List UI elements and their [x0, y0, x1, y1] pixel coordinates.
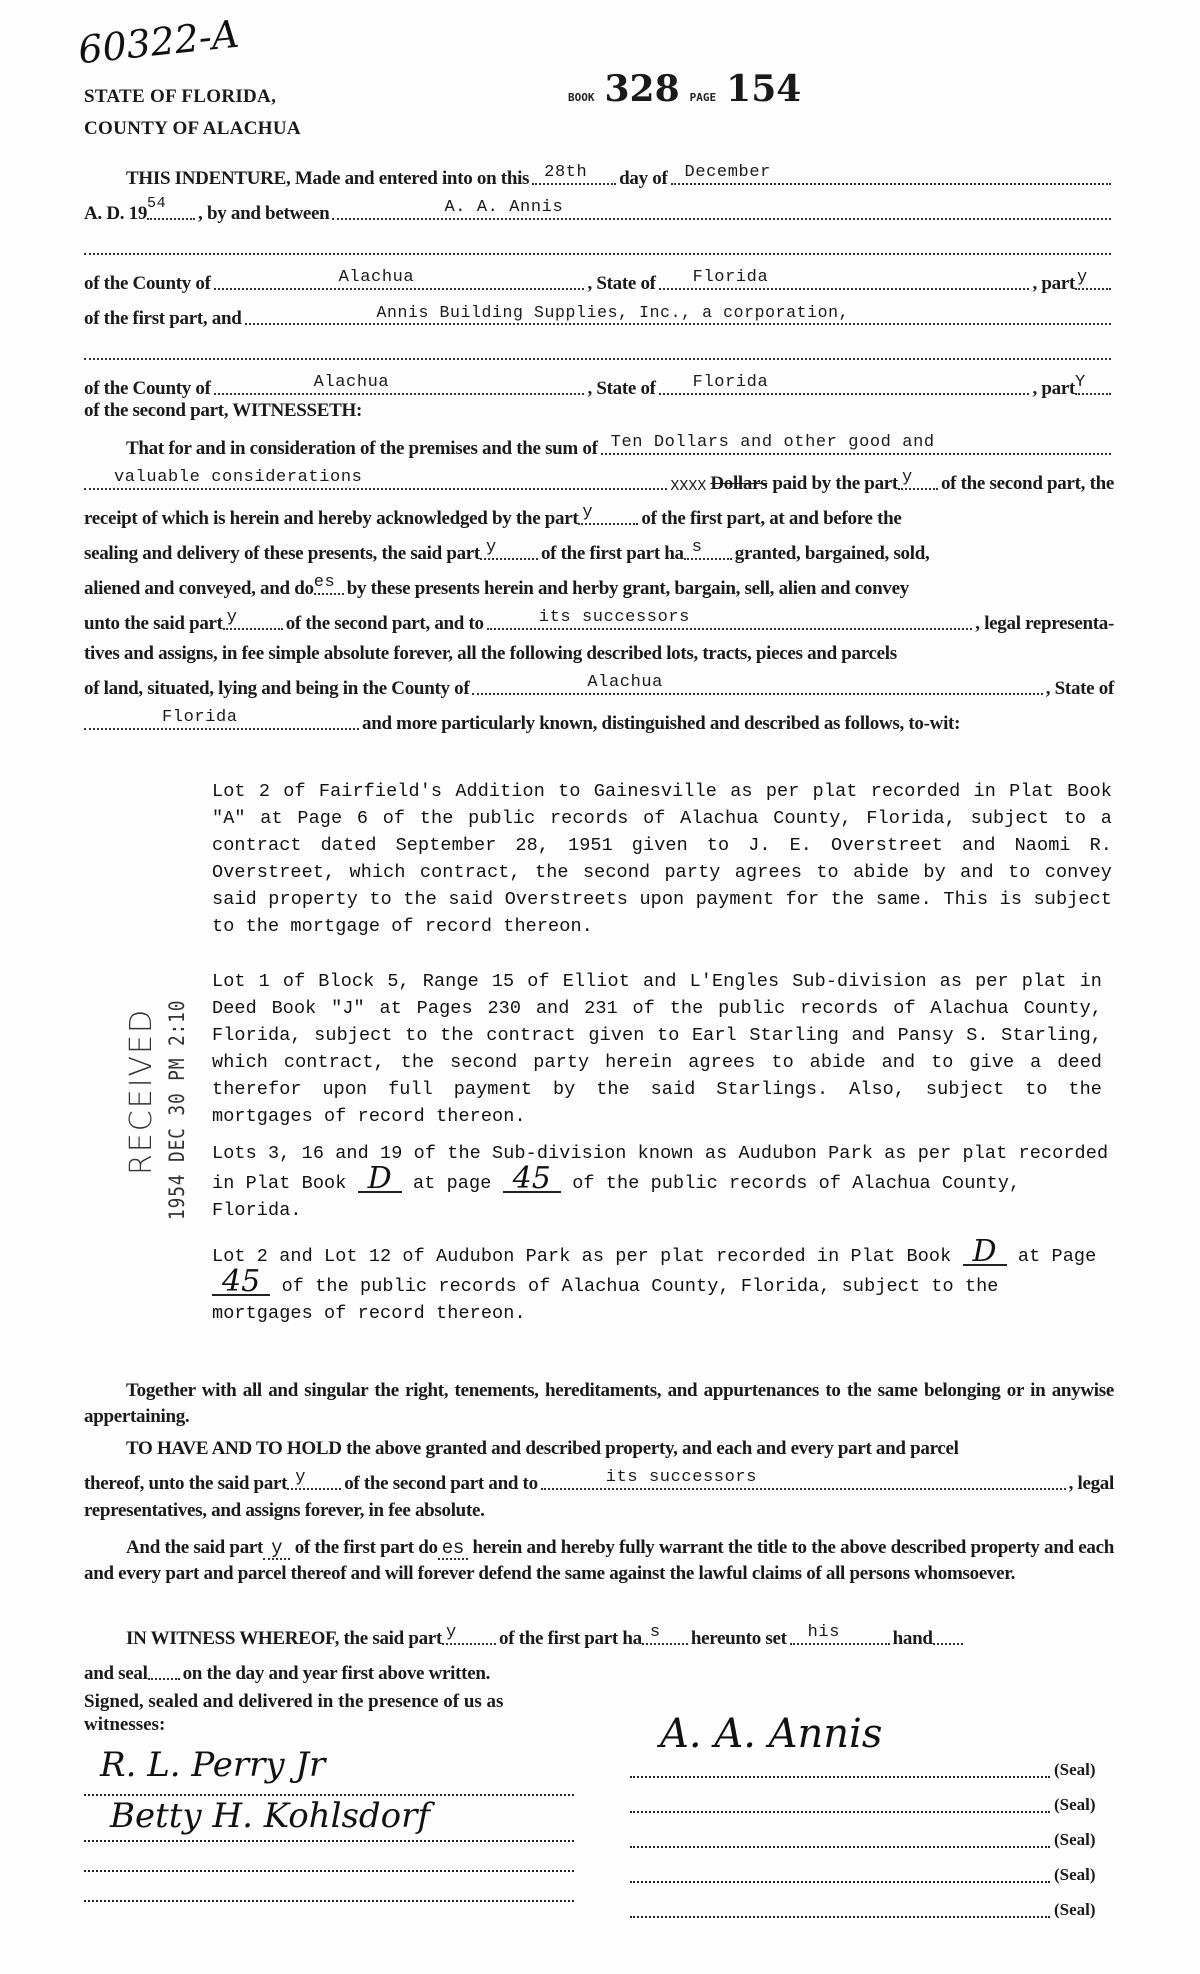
party-field-y2[interactable]	[578, 503, 638, 525]
aliened-text: aliened and conveyed, and do	[84, 578, 314, 599]
habendum-line-2	[84, 1465, 1114, 1495]
legal-description-3	[212, 1140, 1112, 1224]
received-stamp-datetime: 1954 DEC 30 PM 2:10	[165, 999, 189, 1220]
party-suffix-2: Y	[1075, 373, 1086, 392]
page-label: PAGE	[689, 91, 717, 104]
sum-field-1[interactable]	[601, 433, 1111, 455]
legal-description-2	[212, 968, 1132, 1130]
consideration-line-8	[84, 670, 1114, 700]
granted-text: granted, bargained, sold,	[734, 543, 930, 564]
presents-text: by these presents herein and herby grant, bargain, sell, alien and convey	[346, 578, 909, 599]
does-suffix-2: es	[441, 1537, 464, 1559]
grantee-value: Annis Building Supplies, Inc., a corporation,	[376, 303, 850, 322]
party-field-y3[interactable]	[480, 538, 538, 560]
county-value-3: Alachua	[587, 673, 663, 692]
grantor-signature-line[interactable]	[630, 1916, 1050, 1918]
first-state-value: Florida	[692, 268, 769, 287]
together-clause: Together with all and singular the right, tenements, hereditaments, and appurtenances to the same belonging or in anywise appertaining.	[84, 1380, 1114, 1427]
to-wit-text: and more particularly known, distinguished and described as follows, to-wit:	[362, 713, 961, 734]
parcel-4-text-b: at Page	[1017, 1246, 1097, 1267]
party-suffix-y7: y	[446, 1623, 457, 1642]
seal-label: (Seal)	[1054, 1760, 1096, 1779]
witness-2-signature: Betty H. Kohlsdorf	[110, 1796, 430, 1836]
warranty-clause	[84, 1535, 1114, 1587]
unto-text: unto the said part	[84, 613, 223, 634]
consideration-line-1	[84, 430, 1114, 460]
state-of-label-3: , State of	[1045, 678, 1114, 699]
warranty-text-b: of the first part do	[294, 1537, 438, 1558]
between-label: , by and between	[198, 203, 330, 224]
legal-representa: , legal representa-	[975, 613, 1114, 634]
party-field-y4[interactable]	[223, 608, 283, 630]
parcel-4-text-c: of the public records of Alachua County, Florida, subject to the mortgages of record thereon.	[212, 1276, 999, 1324]
year-value: 54	[147, 195, 167, 212]
witness-signature-line-3[interactable]	[84, 1870, 574, 1872]
first-county-value: Alachua	[338, 268, 415, 287]
consideration-line-7	[84, 635, 1114, 665]
parcel-4-plat-book: D	[963, 1240, 1007, 1266]
parcel-4-text-a: Lot 2 and Lot 12 of Audubon Park as per plat recorded in Plat Book	[212, 1246, 952, 1267]
paid-tail: of the second part, the	[940, 473, 1114, 494]
parcel-3-plat-book: D	[358, 1167, 402, 1193]
party-suffix-y1: y	[901, 468, 913, 487]
indenture-line-2	[84, 195, 1114, 225]
witness-1-signature: R. L. Perry Jr	[100, 1745, 326, 1785]
received-stamp-label: RECEIVED	[124, 1007, 159, 1175]
party-suffix-1: y	[1077, 268, 1088, 287]
party-suffix-y4: y	[226, 608, 238, 627]
blank-field[interactable]	[84, 253, 1111, 255]
party-suffix-y2: y	[582, 503, 594, 522]
state-heading: STATE OF FLORIDA,	[84, 86, 277, 107]
party-suffix-y3: y	[485, 538, 497, 557]
does-suffix-1: es	[313, 573, 336, 592]
month-value: December	[684, 163, 771, 182]
party-field-y6[interactable]	[263, 1537, 290, 1560]
consideration-intro: That for and in consideration of the premises and the sum of	[126, 438, 598, 459]
party-suffix-y6: y	[271, 1537, 283, 1559]
second-party-county-line	[84, 370, 1114, 400]
seal-dots	[148, 1678, 180, 1680]
blank-field-2[interactable]	[84, 358, 1111, 360]
blank-line-1	[84, 230, 1114, 260]
habendum-text-c: of the second part and to	[344, 1473, 538, 1494]
witness-text-d: hand	[892, 1628, 933, 1649]
witnesseth-label: of the second part, WITNESSETH:	[84, 400, 363, 421]
habendum-text-d: , legal	[1068, 1473, 1114, 1494]
grantor-signature-line[interactable]	[630, 1881, 1050, 1883]
year-field[interactable]	[147, 195, 195, 220]
blank-line-2	[84, 335, 1114, 365]
second-state-value: Florida	[692, 373, 769, 392]
successors-field-1[interactable]	[487, 608, 973, 630]
witness-signature-line-2[interactable]	[84, 1840, 574, 1842]
ad-prefix: A. D. 19	[84, 203, 148, 224]
habendum-line-1	[84, 1430, 1114, 1460]
sum-line-1: Ten Dollars and other good and	[610, 433, 935, 452]
warranty-text-a: And the said part	[126, 1537, 264, 1558]
legal-description	[212, 778, 1132, 940]
seal-label: (Seal)	[1054, 1900, 1096, 1919]
grantor-signature-line[interactable]	[630, 1776, 1050, 1778]
book-page-stamp	[568, 68, 801, 110]
party-field-y7[interactable]	[442, 1623, 496, 1645]
grantor-signature: A. A. Annis	[660, 1711, 883, 1757]
witness-line-2	[84, 1655, 604, 1685]
consideration-line-2	[84, 465, 1114, 495]
first-county-field[interactable]	[214, 268, 585, 290]
book-label: BOOK	[568, 91, 595, 104]
county-field-3[interactable]	[472, 673, 1042, 695]
witness-heading: Signed, sealed and delivered in the presence of us as witnesses:	[84, 1691, 504, 1735]
has-suffix-1: s	[691, 538, 703, 557]
overtype-x: XXXX	[670, 478, 707, 495]
consideration-line-4	[84, 535, 1114, 565]
month-field[interactable]	[671, 163, 1111, 185]
second-county-value: Alachua	[313, 373, 390, 392]
county-label-1: of the County of	[84, 273, 211, 294]
witness-text-f: on the day and year first above written.	[182, 1663, 491, 1684]
second-part-and-to: of the second part, and to	[285, 613, 484, 634]
habendum-text-b: thereof, unto the said part	[84, 1473, 288, 1494]
struck-word: Dollars	[710, 473, 768, 494]
first-part-label: of the first part, and	[84, 308, 242, 329]
land-text: of land, situated, lying and being in the County of	[84, 678, 470, 699]
has-field-2[interactable]	[642, 1623, 688, 1645]
day-value: 28th	[544, 163, 588, 182]
day-of-label: day of	[619, 168, 668, 189]
parcel-3-text-a: Lots 3, 16 and 19 of the Sub-division known as Audubon Park as per plat recorded in Plat Book	[212, 1143, 1109, 1194]
state-field-3[interactable]	[84, 708, 359, 730]
day-field[interactable]	[532, 163, 616, 185]
receipt-tail: of the first part, at and before the	[641, 508, 902, 529]
witness-text-b: of the first part ha	[499, 1628, 642, 1649]
indenture-intro: THIS INDENTURE, Made and entered into on this	[126, 168, 530, 189]
consideration-line-5	[84, 570, 1114, 600]
party-label-2: , part	[1032, 378, 1076, 399]
county-label-2: of the County of	[84, 378, 211, 399]
parcel-3-page: 45	[503, 1167, 561, 1193]
seal-label: (Seal)	[1054, 1795, 1096, 1814]
grantor-signature-line[interactable]	[630, 1811, 1050, 1813]
witness-signature-line-4[interactable]	[84, 1900, 574, 1902]
witness-text-e: and seal	[84, 1663, 148, 1684]
his-value: his	[807, 1623, 841, 1642]
witness-line-1	[84, 1620, 1114, 1650]
has-field-1[interactable]	[684, 538, 732, 560]
party-suffix-field-1[interactable]	[1075, 268, 1111, 290]
state-label-2: , State of	[587, 378, 656, 399]
consideration-line-6	[84, 605, 1114, 635]
second-county-field[interactable]	[214, 373, 585, 395]
file-number-handwritten: 60322-A	[76, 11, 242, 73]
page-number: 154	[726, 68, 802, 110]
has-suffix-2: s	[649, 1623, 661, 1642]
consideration-line-3	[84, 500, 1114, 530]
party-field-y1[interactable]	[898, 468, 938, 490]
successors-value-2: its successors	[605, 1468, 758, 1487]
parcel-4-page: 45	[212, 1270, 270, 1296]
parcel-1: Lot 2 of Fairfield's Addition to Gainesville as per plat recorded in Plat Book "A" at Page 6 of the public records of Alachua County, Florida, subject to a contract dated September 28, 1951 given to J. E. Overstreet and Naomi R. Overstreet, which contract, the second party agrees to abide by and to convey said property to the said Overstreets upon payment for the same. This is subject to the mortgage of record thereon.	[212, 781, 1112, 937]
first-part-line	[84, 300, 1114, 330]
habendum-line-3: representatives, and assigns forever, in fee absolute.	[84, 1500, 485, 1521]
his-field[interactable]	[790, 1623, 890, 1645]
party-suffix-field-2[interactable]	[1075, 373, 1111, 395]
indenture-line-1	[84, 160, 1114, 190]
second-state-field[interactable]	[659, 373, 1030, 395]
parcel-3	[212, 1140, 1112, 1224]
successors-field-2[interactable]	[541, 1468, 1066, 1490]
legal-description-4	[212, 1234, 1102, 1327]
witness-text-c: hereunto set	[690, 1628, 787, 1649]
successors-value-1: its successors	[538, 608, 690, 627]
grantee-field[interactable]	[245, 303, 1111, 325]
book-number: 328	[604, 68, 680, 110]
first-part-ha: of the first part ha	[540, 543, 684, 564]
habendum-text-a: TO HAVE AND TO HOLD the above granted and described property, and each and every part and parcel	[126, 1438, 959, 1459]
sum-field-2[interactable]	[84, 468, 667, 490]
seal-label: (Seal)	[1054, 1865, 1096, 1884]
party-field-y5[interactable]	[287, 1468, 341, 1490]
party-label-1: , part	[1032, 273, 1076, 294]
parcel-2: Lot 1 of Block 5, Range 15 of Elliot and L'Engles Sub-division as per plat in Deed Book "J" at Pages 230 and 231 of the public records of Alachua County, Florida, subject to the contract given to Earl Starling and Pansy S. Starling, which contract, the second party herein agrees to abide and to give a deed therefor upon full payment by the said Starlings. Also, subject to the mortgages of record thereon.	[212, 971, 1102, 1127]
consideration-line-9	[84, 705, 1114, 735]
grantor-field[interactable]	[332, 198, 1111, 220]
tives-text: tives and assigns, in fee simple absolute forever, all the following described lots, tracts, pieces and parcels	[84, 643, 897, 664]
grantor-value: A. A. Annis	[444, 198, 564, 217]
seal-label: (Seal)	[1054, 1830, 1096, 1849]
does-field-2[interactable]	[438, 1537, 468, 1560]
grantor-signature-line[interactable]	[630, 1846, 1050, 1848]
warranty-text-c: herein and hereby fully warrant the title to the above described property and each and every part and parcel thereof and will forever defend the same against the lawful claims of all persons whomsoever.	[84, 1537, 1115, 1584]
state-label-1: , State of	[587, 273, 656, 294]
sealing-text: sealing and delivery of these presents, the said part	[84, 543, 480, 564]
paid-by-label: paid by the part	[772, 473, 898, 494]
county-heading: COUNTY OF ALACHUA	[84, 118, 301, 139]
hand-dots	[933, 1643, 963, 1645]
first-party-county-line	[84, 265, 1114, 295]
party-suffix-y5: y	[295, 1468, 306, 1487]
receipt-text: receipt of which is herein and hereby acknowledged by the part	[84, 508, 579, 529]
state-value-3: Florida	[162, 708, 238, 727]
dollars-struck	[670, 473, 767, 495]
parcel-3-text-c: of the public records of Alachua County, Florida.	[212, 1173, 1021, 1221]
sum-line-2: valuable considerations	[114, 468, 363, 487]
first-state-field[interactable]	[659, 268, 1030, 290]
does-field-1[interactable]	[313, 573, 344, 595]
witness-text-a: IN WITNESS WHEREOF, the said part	[126, 1628, 443, 1649]
parcel-4	[212, 1234, 1102, 1327]
parcel-3-text-b: at page	[412, 1173, 492, 1194]
